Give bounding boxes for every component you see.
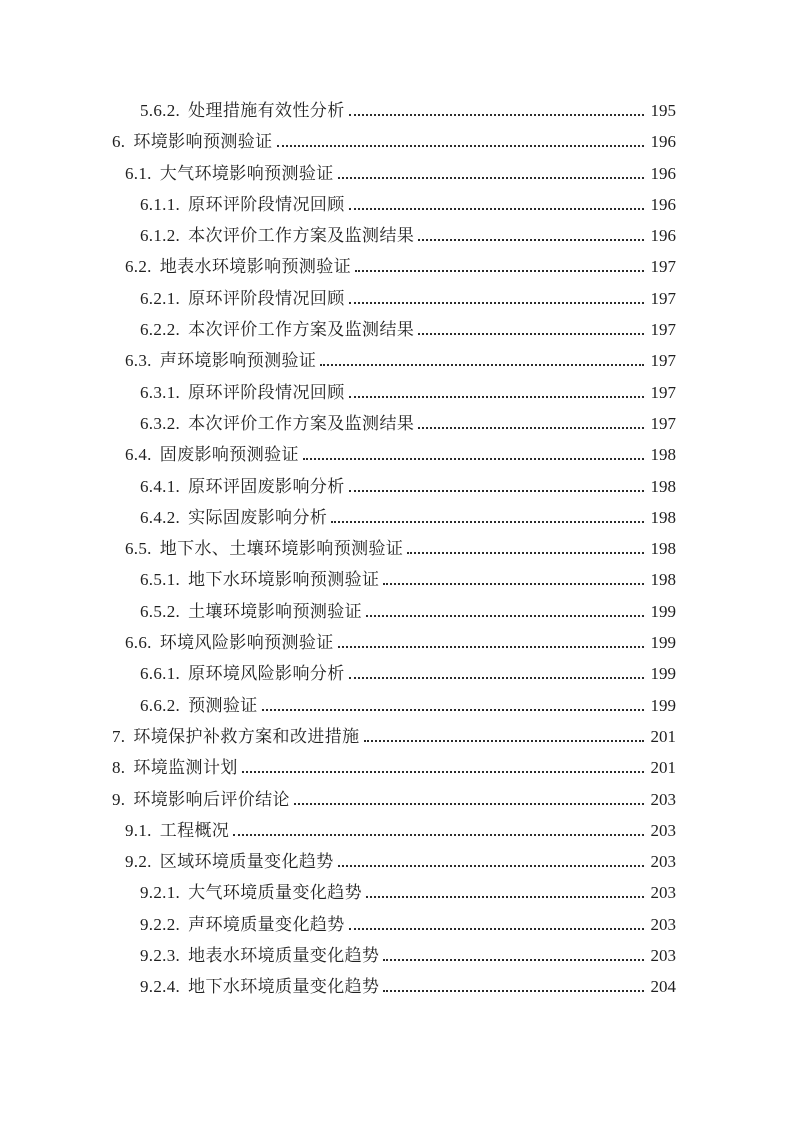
toc-entry[interactable] (112, 158, 676, 189)
toc-dot-leader (242, 771, 644, 773)
toc-dot-leader (349, 302, 644, 304)
toc-entry[interactable] (112, 408, 676, 439)
toc-entry-title: 本次评价工作方案及监测结果 (188, 226, 415, 246)
toc-dot-leader (320, 364, 644, 366)
toc-entry-page: 201 (650, 758, 676, 778)
toc-entry-title: 地表水环境质量变化趋势 (188, 946, 380, 966)
toc-dot-leader (349, 208, 644, 210)
toc-dot-leader (407, 552, 644, 554)
toc-entry-title: 大气环境质量变化趋势 (188, 883, 363, 903)
toc-dot-leader (294, 803, 644, 805)
toc-entry[interactable] (112, 909, 676, 940)
toc-entry-page: 198 (650, 507, 676, 527)
toc-dot-leader (331, 521, 644, 523)
toc-entry-page: 199 (650, 664, 676, 684)
toc-dot-leader (277, 145, 644, 147)
toc-dot-leader (349, 114, 644, 116)
toc-entry-number: 6.3. (125, 351, 152, 371)
toc-entry[interactable] (112, 189, 676, 220)
toc-entry-title: 环境监测计划 (133, 758, 238, 778)
toc-entry-title: 原环评阶段情况回顾 (188, 382, 345, 402)
toc-entry-title: 环境影响预测验证 (133, 132, 273, 152)
toc-entry-number: 6.3.2. (140, 413, 181, 433)
toc-dot-leader (338, 865, 644, 867)
toc-entry-page: 197 (650, 351, 676, 371)
toc-entry-title: 环境保护补救方案和改进措施 (133, 726, 360, 746)
toc-dot-leader (383, 583, 644, 585)
toc-entry-page: 197 (650, 288, 676, 308)
toc-entry-title: 本次评价工作方案及监测结果 (188, 413, 415, 433)
toc-entry[interactable] (112, 690, 676, 721)
toc-entry[interactable] (112, 815, 676, 846)
toc-entry-page: 196 (650, 163, 676, 183)
toc-entry-title: 环境风险影响预测验证 (159, 633, 334, 653)
toc-dot-leader (418, 239, 644, 241)
toc-entry-title: 原环境风险影响分析 (188, 664, 345, 684)
toc-entry-title: 环境影响后评价结论 (133, 789, 290, 809)
toc-entry-number: 6.6.2. (140, 695, 181, 715)
toc-entry[interactable] (112, 439, 676, 470)
toc-dot-leader (338, 177, 644, 179)
toc-entry[interactable] (112, 564, 676, 595)
toc-dot-leader (233, 834, 644, 836)
toc-dot-leader (366, 615, 644, 617)
toc-entry-page: 196 (650, 226, 676, 246)
toc-dot-leader (349, 396, 644, 398)
toc-list (0, 95, 793, 1003)
toc-entry-number: 9.2. (125, 852, 152, 872)
toc-dot-leader (338, 646, 644, 648)
toc-entry-number: 6.2.2. (140, 320, 181, 340)
toc-entry-page: 195 (650, 101, 676, 120)
toc-entry-page: 196 (650, 132, 676, 152)
toc-entry-page: 197 (650, 413, 676, 433)
toc-entry[interactable] (112, 471, 676, 502)
toc-entry-number: 7. (112, 726, 126, 746)
toc-entry-number: 9.1. (125, 820, 152, 840)
toc-entry-title: 大气环境影响预测验证 (159, 163, 334, 183)
toc-entry-page: 199 (650, 633, 676, 653)
toc-entry-page: 196 (650, 194, 676, 214)
toc-entry-page: 198 (650, 445, 676, 465)
toc-entry-title: 区域环境质量变化趋势 (159, 852, 334, 872)
toc-entry-number: 9.2.3. (140, 946, 181, 966)
toc-entry[interactable] (112, 283, 676, 314)
toc-entry-page: 198 (650, 539, 676, 559)
toc-entry-page: 201 (650, 726, 676, 746)
toc-entry-number: 6.6.1. (140, 664, 181, 684)
toc-entry-number: 6.2.1. (140, 288, 181, 308)
toc-entry-number: 6.1.2. (140, 226, 181, 246)
toc-dot-leader (418, 333, 644, 335)
toc-entry-number: 5.6.2. (140, 101, 181, 120)
toc-entry-page: 198 (650, 570, 676, 590)
toc-entry[interactable] (112, 721, 676, 752)
toc-entry-page: 197 (650, 382, 676, 402)
toc-entry-number: 9.2.4. (140, 977, 181, 997)
toc-entry[interactable] (112, 971, 676, 1002)
toc-entry-number: 6.2. (125, 257, 152, 277)
toc-entry-title: 地表水环境影响预测验证 (159, 257, 352, 277)
toc-dot-leader (262, 709, 644, 711)
toc-dot-leader (303, 458, 644, 460)
toc-entry-title: 本次评价工作方案及监测结果 (188, 320, 415, 340)
toc-entry-number: 6.3.1. (140, 382, 181, 402)
toc-dot-leader (418, 427, 644, 429)
toc-dot-leader (355, 270, 644, 272)
toc-entry-number: 9.2.1. (140, 883, 181, 903)
toc-entry[interactable] (112, 877, 676, 908)
toc-entry[interactable] (112, 502, 676, 533)
toc-entry-title: 工程概况 (159, 820, 230, 840)
toc-entry-number: 6. (112, 132, 126, 152)
toc-entry-title: 地下水环境影响预测验证 (188, 570, 380, 590)
toc-entry-title: 地下水环境质量变化趋势 (188, 977, 380, 997)
toc-entry-number: 6.4.1. (140, 476, 181, 496)
toc-entry[interactable] (112, 377, 676, 408)
toc-entry-title: 声环境影响预测验证 (159, 351, 317, 371)
toc-entry[interactable] (112, 220, 676, 251)
toc-entry-number: 9.2.2. (140, 914, 181, 934)
toc-entry-title: 实际固废影响分析 (188, 507, 328, 527)
toc-entry-title: 原环评阶段情况回顾 (188, 194, 345, 214)
toc-entry-number: 6.4.2. (140, 507, 181, 527)
toc-entry-title: 固废影响预测验证 (159, 445, 299, 465)
toc-entry-number: 8. (112, 758, 126, 778)
toc-dot-leader (349, 490, 644, 492)
toc-entry[interactable] (112, 784, 676, 815)
toc-entry[interactable] (112, 126, 676, 157)
toc-entry-page: 203 (650, 883, 676, 903)
toc-dot-leader (364, 740, 644, 742)
toc-entry[interactable] (112, 533, 676, 564)
toc-entry[interactable] (112, 95, 676, 126)
toc-entry-page: 203 (650, 789, 676, 809)
toc-entry-number: 6.5.2. (140, 601, 181, 621)
toc-entry[interactable] (112, 940, 676, 971)
toc-entry-number: 9. (112, 789, 126, 809)
toc-entry-page: 203 (650, 852, 676, 872)
toc-entry-title: 原环评固废影响分析 (188, 476, 345, 496)
toc-entry[interactable] (112, 314, 676, 345)
toc-entry-number: 6.5.1. (140, 570, 181, 590)
toc-entry-number: 6.6. (125, 633, 152, 653)
toc-dot-leader (349, 928, 644, 930)
toc-entry-page: 204 (650, 977, 676, 997)
toc-entry-page: 203 (650, 914, 676, 934)
toc-entry[interactable] (112, 658, 676, 689)
toc-entry-number: 6.5. (125, 539, 152, 559)
toc-entry-title: 地下水、土壤环境影响预测验证 (159, 539, 404, 559)
toc-dot-leader (383, 990, 644, 992)
toc-entry-number: 6.4. (125, 445, 152, 465)
toc-entry-page: 199 (650, 601, 676, 621)
toc-dot-leader (349, 677, 644, 679)
toc-entry-number: 6.1.1. (140, 194, 181, 214)
toc-entry[interactable] (112, 752, 676, 783)
toc-entry-title: 处理措施有效性分析 (188, 101, 345, 120)
toc-dot-leader (383, 959, 644, 961)
toc-entry[interactable] (112, 596, 676, 627)
toc-entry-page: 197 (650, 320, 676, 340)
toc-entry-title: 原环评阶段情况回顾 (188, 288, 345, 308)
toc-dot-leader (366, 896, 644, 898)
toc-entry[interactable] (112, 251, 676, 282)
toc-entry[interactable] (112, 627, 676, 658)
toc-entry-number: 6.1. (125, 163, 152, 183)
toc-entry-title: 声环境质量变化趋势 (188, 914, 345, 934)
toc-entry-page: 198 (650, 476, 676, 496)
toc-entry-title: 预测验证 (188, 695, 258, 715)
toc-entry-page: 199 (650, 695, 676, 715)
toc-entry-page: 203 (650, 946, 676, 966)
toc-entry-page: 197 (650, 257, 676, 277)
toc-entry[interactable] (112, 345, 676, 376)
toc-entry[interactable] (112, 846, 676, 877)
toc-entry-page: 203 (650, 820, 676, 840)
toc-entry-title: 土壤环境影响预测验证 (188, 601, 363, 621)
